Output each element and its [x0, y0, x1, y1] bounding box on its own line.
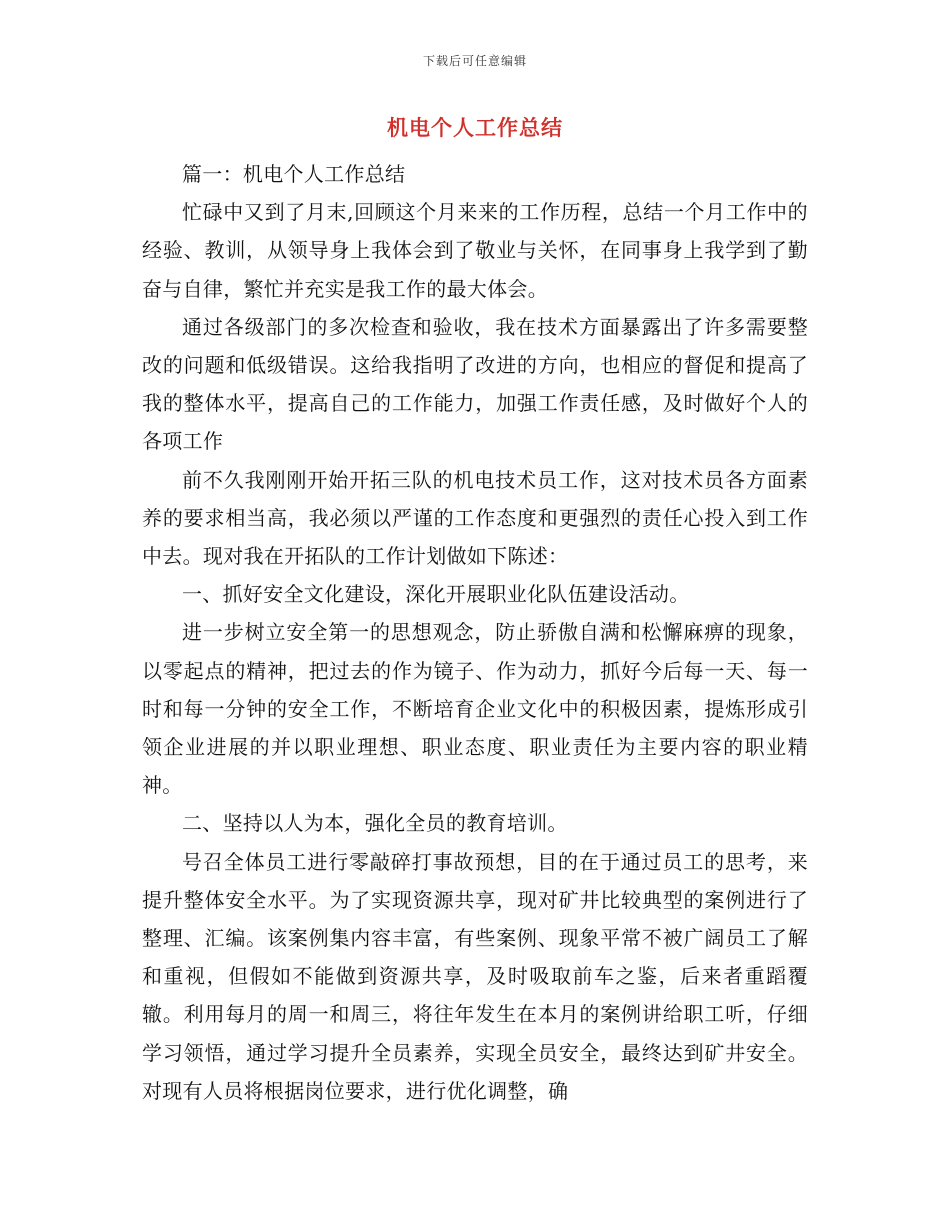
paragraph: 号召全体员工进行零敲碎打事故预想，目的在于通过员工的思考，来提升整体安全水平。为了实现资源共享，现对矿井比较典型的案例进行了整理、汇编。该案例集内容丰富，有些案例、现象平常不被广阔员工了解和重视，但假如不能做到资源共享，及时吸取前车之鉴，后来者重蹈覆辙。利用每月的周一和周三，将往年发生在本月的案例讲给职工听，仔细学习领悟，通过学习提升全员素养，实现全员安全，最终达到矿井安全。对现有人员将根据岗位要求，进行优化调整，确	[142, 849, 808, 1103]
list-heading: 二、坚持以人为本，强化全员的教育培训。	[182, 811, 568, 836]
section-heading: 篇一：机电个人工作总结	[182, 162, 406, 186]
page-header-note: 下载后可任意编辑	[422, 54, 527, 68]
paragraph: 前不久我刚刚开始开拓三队的机电技术员工作，这对技术员各方面素养的要求相当高，我必须以严谨的工作态度和更强烈的责任心投入到工作中去。现对我在开拓队的工作计划做如下陈述：	[142, 467, 808, 569]
list-heading: 一、抓好安全文化建设，深化开展职业化队伍建设活动。	[182, 582, 690, 607]
paragraph: 通过各级部门的多次检查和验收，我在技术方面暴露出了许多需要整改的问题和低级错误。这给我指明了改进的方向，也相应的督促和提高了我的整体水平，提高自己的工作能力，加强工作责任感，及时做好个人的各项工作	[142, 314, 808, 454]
paragraph: 忙碌中又到了月末,回顾这个月来来的工作历程，总结一个月工作中的经验、教训，从领导身上我体会到了敬业与关怀，在同事身上我学到了勤奋与自律，繁忙并充实是我工作的最大体会。	[142, 200, 808, 301]
document-body	[142, 155, 808, 1110]
document-title: 机电个人工作总结	[387, 115, 563, 140]
paragraph: 进一步树立安全第一的思想观念，防止骄傲自满和松懈麻痹的现象，以零起点的精神，把过去的作为镜子、作为动力，抓好今后每一天、每一时和每一分钟的安全工作，不断培育企业文化中的积极因素，提炼形成引领企业进展的并以职业理想、职业态度、职业责任为主要内容的职业精神。	[142, 620, 808, 798]
